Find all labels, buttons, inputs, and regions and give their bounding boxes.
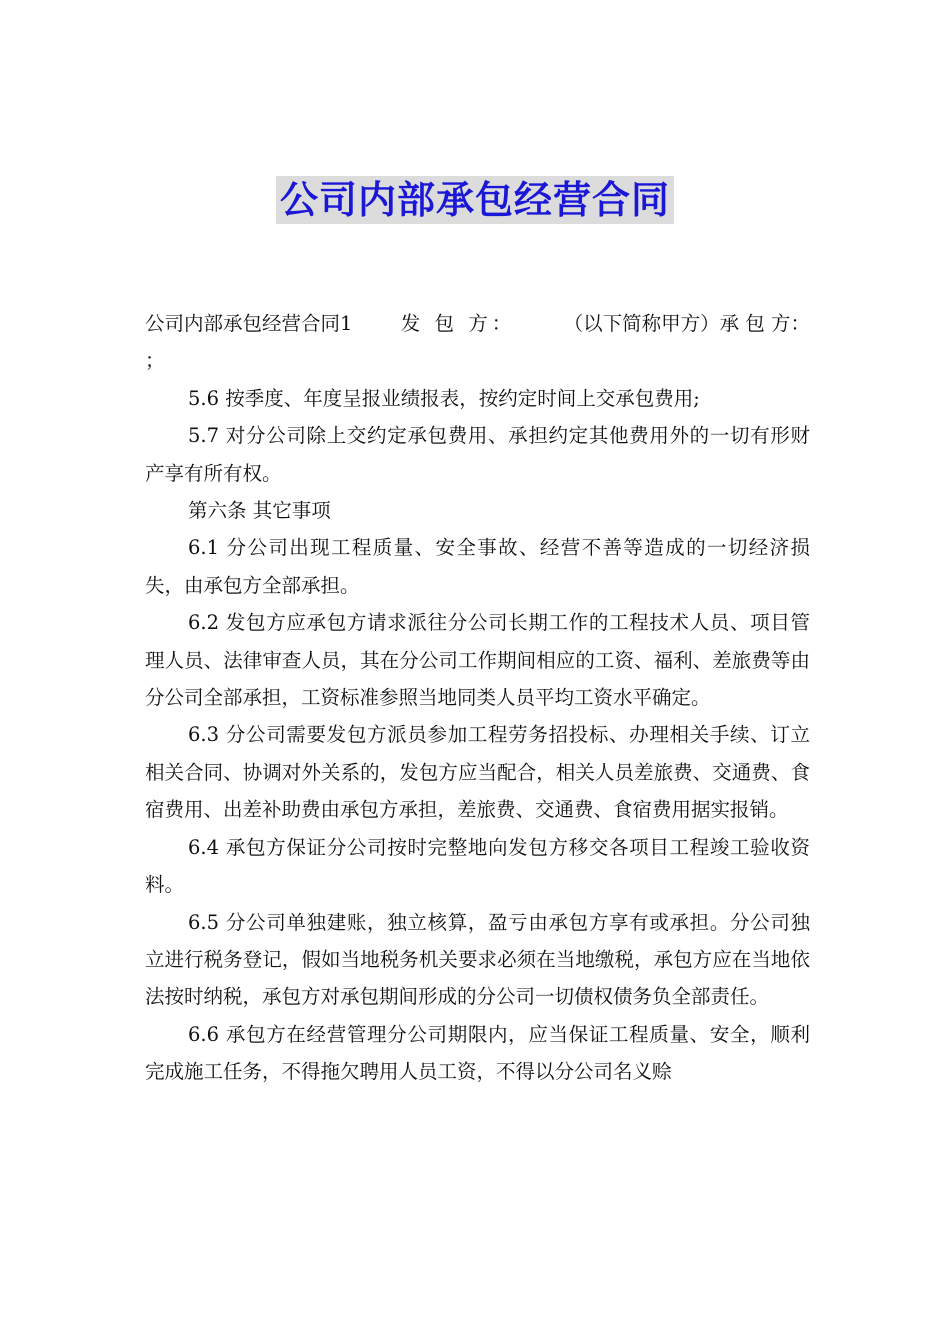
- intro-line: [145, 305, 810, 342]
- clause-6-4: 6.4 承包方保证分公司按时完整地向发包方移交各项目工程竣工验收资料。: [145, 835, 810, 897]
- clause-5-7: 5.7 对分公司除上交约定承包费用、承担约定其他费用外的一切有形财产享有所有权。: [145, 424, 810, 485]
- clause-6-1: 6.1 分公司出现工程质量、安全事故、经营不善等造成的一切经济损失，由承包方全部承担。: [145, 536, 810, 597]
- clause-5-6: 5.6 按季度、年度呈报业绩报表，按约定时间上交承包费用;: [188, 386, 700, 410]
- title-container: [0, 176, 950, 224]
- clause-6-6: 6.6 承包方在经营管理分公司期限内，应当保证工程质量、安全，顺利完成施工任务，不得拖欠聘用人员工资，不得以分公司名义赊: [145, 1022, 810, 1084]
- intro-contract-name: 公司内部承包经营合同1: [145, 312, 353, 335]
- clause-6-5: 6.5 分公司单独建账，独立核算，盈亏由承包方享有或承担。分公司独立进行税务登记，假如当地税务机关要求必须在当地缴税，承包方应在当地依法按时纳税，承包方对承包期间形成的分公司一切债权债务负全部责任。: [145, 910, 810, 1009]
- clause-6-2: 6.2 发包方应承包方请求派往分公司长期工作的工程技术人员、项目管理人员、法律审查人员，其在分公司工作期间相应的工资、福利、差旅费等由分公司全部承担，工资标准参照当地同类人员平均工资水平确定。: [145, 611, 810, 710]
- clause-6-3: 6.3 分公司需要发包方派员参加工程劳务招投标、办理相关手续、订立相关合同、协调对外关系的，发包方应当配合，相关人员差旅费、交通费、食宿费用、出差补助费由承包方承担，差旅费、交通费、食宿费用据实报销。: [145, 723, 810, 822]
- intro-issuer-label: 发 包 方：: [400, 312, 516, 335]
- intro-continuation: ；: [145, 349, 165, 373]
- document-body: [145, 305, 810, 1091]
- article-6-heading: 第六条 其它事项: [188, 499, 331, 523]
- intro-contractor-label: （以下简称甲方）承 包 方：: [563, 312, 810, 335]
- document-title: 公司内部承包经营合同: [276, 176, 674, 224]
